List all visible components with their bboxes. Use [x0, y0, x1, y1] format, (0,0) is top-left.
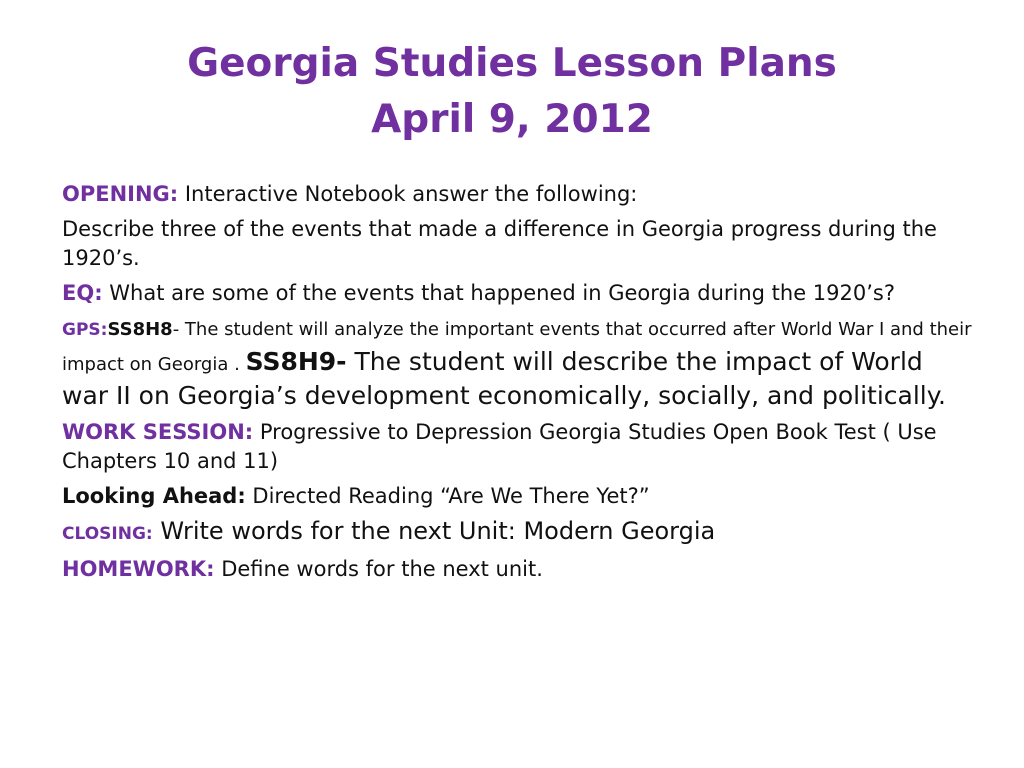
describe-text: Describe three of the events that made a difference in Georgia progress during the 1920’s.: [62, 217, 937, 270]
opening-paragraph: [62, 180, 972, 209]
looking-ahead-label: Looking Ahead:: [62, 484, 246, 508]
eq-paragraph: [62, 279, 972, 308]
closing-text: Write words for the next Unit: Modern Georgia: [152, 517, 716, 545]
title-line-1: Georgia Studies Lesson Plans: [187, 41, 837, 86]
closing-paragraph: [62, 517, 972, 549]
work-session-paragraph: [62, 418, 972, 476]
eq-label: EQ:: [62, 281, 103, 305]
gps-text-2: The student will describe the impact of World war II on Georgia’s development economically, socially, and politically.: [62, 347, 946, 410]
slide-content: [62, 180, 972, 590]
gps-label: GPS:: [62, 320, 108, 340]
work-session-text: Progressive to Depression Georgia Studies Open Book Test ( Use Chapters 10 and 11): [62, 420, 937, 473]
closing-label: CLOSING:: [62, 524, 153, 544]
eq-text: What are some of the events that happened in Georgia during the 1920’s?: [102, 281, 896, 305]
opening-text: Interactive Notebook answer the following:: [178, 182, 638, 206]
homework-text: Define words for the next unit.: [214, 557, 543, 581]
gps-paragraph: [62, 314, 972, 412]
work-session-label: WORK SESSION:: [62, 420, 254, 444]
gps-code-1: SS8H8: [107, 319, 173, 340]
title-line-2: April 9, 2012: [371, 97, 653, 142]
opening-label: OPENING:: [62, 182, 179, 206]
gps-text-1: - The student will analyze the important events that occurred after World War I and their impact on Georgia .: [62, 319, 972, 375]
looking-ahead-paragraph: [62, 482, 972, 511]
gps-code-2: SS8H9-: [245, 347, 347, 376]
slide-title: [0, 36, 1024, 148]
looking-ahead-text: Directed Reading “Are We There Yet?”: [245, 484, 650, 508]
homework-label: HOMEWORK:: [62, 557, 215, 581]
homework-paragraph: [62, 555, 972, 584]
describe-paragraph: [62, 215, 972, 273]
